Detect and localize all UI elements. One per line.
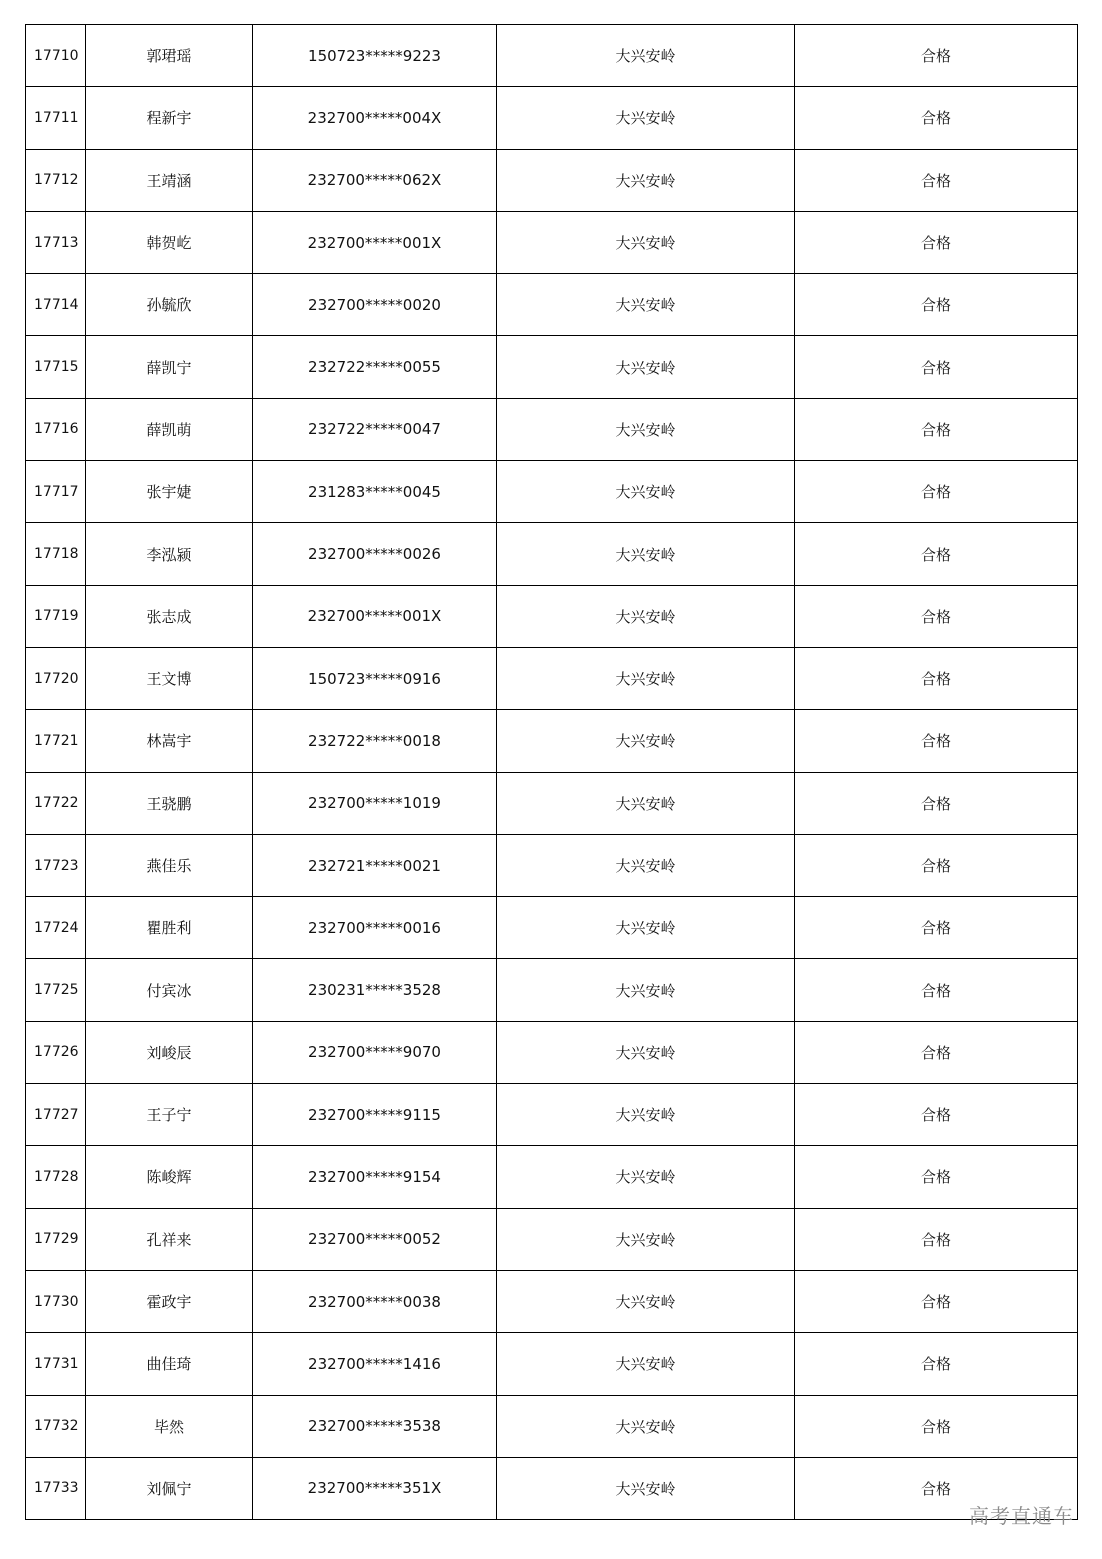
cell-name: 薛凯萌 [86,398,253,460]
cell-id-number: 231283*****0045 [253,461,497,523]
cell-result: 合格 [795,1333,1078,1395]
cell-name: 孔祥来 [86,1208,253,1270]
table-row [26,1146,1078,1208]
cell-id-number: 232700*****9154 [253,1146,497,1208]
cell-serial-number: 17721 [26,710,86,772]
cell-region: 大兴安岭 [497,647,795,709]
cell-id-number: 232700*****001X [253,585,497,647]
cell-id-number: 150723*****0916 [253,647,497,709]
cell-id-number: 230231*****3528 [253,959,497,1021]
cell-region: 大兴安岭 [497,1457,795,1519]
cell-result: 合格 [795,398,1078,460]
cell-result: 合格 [795,710,1078,772]
cell-serial-number: 17711 [26,87,86,149]
cell-name: 张宇婕 [86,461,253,523]
cell-result: 合格 [795,336,1078,398]
table-row [26,211,1078,273]
cell-result: 合格 [795,959,1078,1021]
cell-region: 大兴安岭 [497,1084,795,1146]
cell-result: 合格 [795,149,1078,211]
cell-result: 合格 [795,1146,1078,1208]
cell-result: 合格 [795,834,1078,896]
cell-name: 郭珺瑶 [86,25,253,87]
cell-id-number: 232700*****1416 [253,1333,497,1395]
table-row [26,461,1078,523]
cell-name: 王骁鹏 [86,772,253,834]
cell-id-number: 232700*****004X [253,87,497,149]
table-row [26,523,1078,585]
cell-region: 大兴安岭 [497,523,795,585]
cell-name: 霍政宇 [86,1270,253,1332]
cell-serial-number: 17725 [26,959,86,1021]
cell-name: 瞿胜利 [86,897,253,959]
cell-region: 大兴安岭 [497,398,795,460]
cell-region: 大兴安岭 [497,834,795,896]
cell-serial-number: 17723 [26,834,86,896]
cell-serial-number: 17720 [26,647,86,709]
table-row [26,710,1078,772]
cell-id-number: 232721*****0021 [253,834,497,896]
cell-serial-number: 17732 [26,1395,86,1457]
cell-serial-number: 17714 [26,274,86,336]
watermark-text: 高考直通车 [969,1504,1074,1528]
table-row [26,772,1078,834]
cell-name: 毕然 [86,1395,253,1457]
cell-region: 大兴安岭 [497,710,795,772]
table-row [26,1021,1078,1083]
cell-name: 燕佳乐 [86,834,253,896]
cell-id-number: 232700*****062X [253,149,497,211]
cell-id-number: 150723*****9223 [253,25,497,87]
cell-result: 合格 [795,1270,1078,1332]
cell-name: 薛凯宁 [86,336,253,398]
table-row [26,25,1078,87]
cell-result: 合格 [795,25,1078,87]
cell-id-number: 232700*****0052 [253,1208,497,1270]
cell-id-number: 232722*****0047 [253,398,497,460]
cell-region: 大兴安岭 [497,461,795,523]
cell-result: 合格 [795,1457,1078,1519]
cell-region: 大兴安岭 [497,87,795,149]
table-row [26,1270,1078,1332]
table-row [26,149,1078,211]
cell-serial-number: 17733 [26,1457,86,1519]
cell-serial-number: 17722 [26,772,86,834]
cell-serial-number: 17729 [26,1208,86,1270]
cell-region: 大兴安岭 [497,959,795,1021]
cell-region: 大兴安岭 [497,1208,795,1270]
cell-serial-number: 17713 [26,211,86,273]
cell-name: 王文博 [86,647,253,709]
cell-id-number: 232700*****001X [253,211,497,273]
cell-region: 大兴安岭 [497,1021,795,1083]
cell-serial-number: 17718 [26,523,86,585]
cell-region: 大兴安岭 [497,274,795,336]
cell-name: 张志成 [86,585,253,647]
cell-region: 大兴安岭 [497,1395,795,1457]
cell-region: 大兴安岭 [497,585,795,647]
cell-result: 合格 [795,585,1078,647]
cell-result: 合格 [795,87,1078,149]
cell-result: 合格 [795,461,1078,523]
table-row [26,1395,1078,1457]
table-row [26,959,1078,1021]
cell-name: 王靖涵 [86,149,253,211]
cell-result: 合格 [795,897,1078,959]
cell-serial-number: 17715 [26,336,86,398]
table-row [26,897,1078,959]
cell-id-number: 232700*****0016 [253,897,497,959]
roster-body [26,25,1078,1520]
cell-region: 大兴安岭 [497,772,795,834]
roster-table [25,24,1078,1520]
cell-region: 大兴安岭 [497,211,795,273]
cell-name: 付宾冰 [86,959,253,1021]
cell-id-number: 232700*****0038 [253,1270,497,1332]
cell-id-number: 232700*****0026 [253,523,497,585]
cell-result: 合格 [795,523,1078,585]
cell-result: 合格 [795,647,1078,709]
cell-id-number: 232700*****1019 [253,772,497,834]
cell-id-number: 232700*****9070 [253,1021,497,1083]
table-row [26,87,1078,149]
cell-serial-number: 17710 [26,25,86,87]
cell-serial-number: 17712 [26,149,86,211]
cell-region: 大兴安岭 [497,149,795,211]
table-row [26,1208,1078,1270]
cell-result: 合格 [795,772,1078,834]
cell-result: 合格 [795,1084,1078,1146]
cell-id-number: 232700*****9115 [253,1084,497,1146]
table-row [26,585,1078,647]
cell-region: 大兴安岭 [497,25,795,87]
cell-name: 李泓颍 [86,523,253,585]
cell-result: 合格 [795,1021,1078,1083]
cell-region: 大兴安岭 [497,1270,795,1332]
cell-id-number: 232700*****3538 [253,1395,497,1457]
cell-name: 程新宇 [86,87,253,149]
cell-region: 大兴安岭 [497,897,795,959]
cell-name: 刘峻辰 [86,1021,253,1083]
cell-name: 曲佳琦 [86,1333,253,1395]
cell-region: 大兴安岭 [497,1146,795,1208]
cell-name: 韩贺屹 [86,211,253,273]
cell-id-number: 232700*****351X [253,1457,497,1519]
cell-serial-number: 17731 [26,1333,86,1395]
cell-result: 合格 [795,211,1078,273]
cell-id-number: 232700*****0020 [253,274,497,336]
cell-result: 合格 [795,1395,1078,1457]
table-row [26,647,1078,709]
table-row [26,1333,1078,1395]
cell-name: 陈峻辉 [86,1146,253,1208]
cell-id-number: 232722*****0018 [253,710,497,772]
cell-id-number: 232722*****0055 [253,336,497,398]
cell-name: 王子宁 [86,1084,253,1146]
cell-result: 合格 [795,274,1078,336]
cell-name: 林嵩宇 [86,710,253,772]
cell-name: 刘佩宁 [86,1457,253,1519]
table-row [26,336,1078,398]
table-row [26,834,1078,896]
cell-serial-number: 17726 [26,1021,86,1083]
cell-serial-number: 17728 [26,1146,86,1208]
table-row [26,274,1078,336]
cell-result: 合格 [795,1208,1078,1270]
table-row [26,1457,1078,1519]
table-row [26,1084,1078,1146]
cell-name: 孙毓欣 [86,274,253,336]
cell-serial-number: 17716 [26,398,86,460]
cell-serial-number: 17730 [26,1270,86,1332]
cell-serial-number: 17724 [26,897,86,959]
cell-serial-number: 17727 [26,1084,86,1146]
cell-region: 大兴安岭 [497,336,795,398]
cell-serial-number: 17717 [26,461,86,523]
cell-region: 大兴安岭 [497,1333,795,1395]
table-row [26,398,1078,460]
cell-serial-number: 17719 [26,585,86,647]
